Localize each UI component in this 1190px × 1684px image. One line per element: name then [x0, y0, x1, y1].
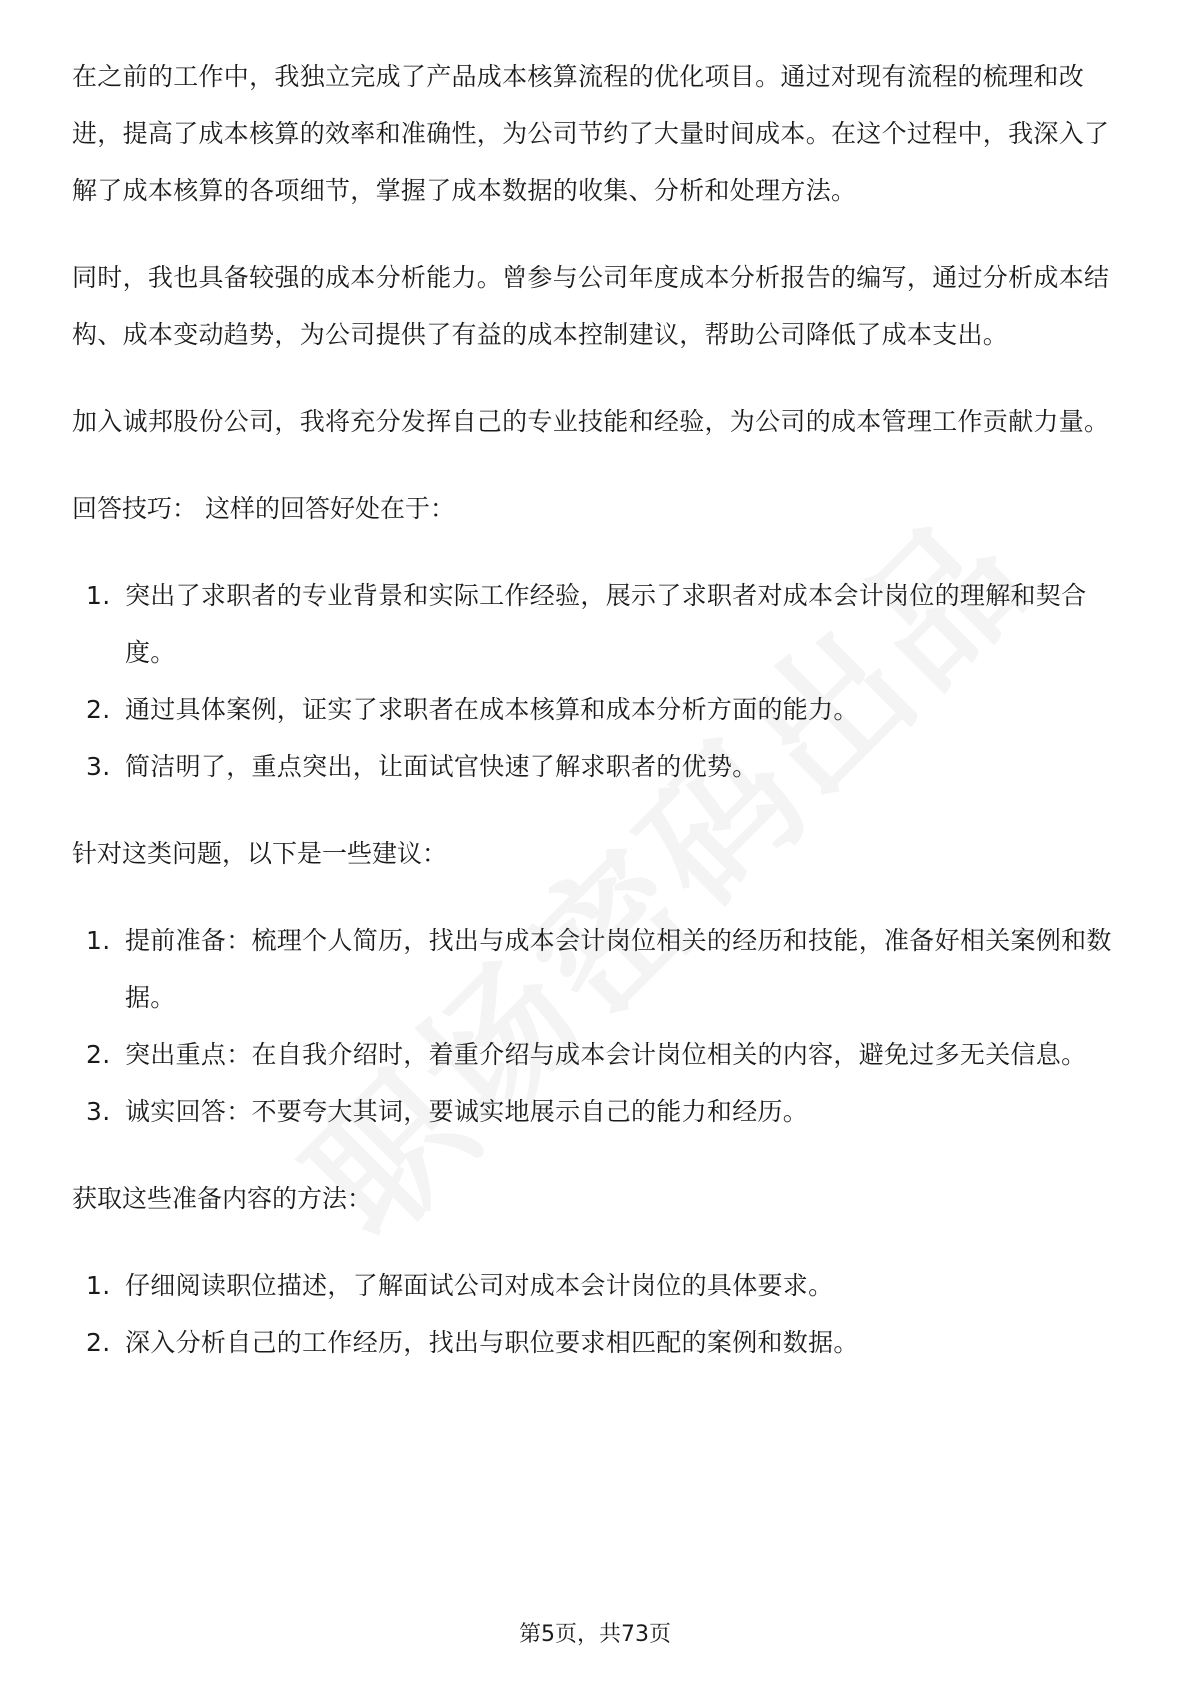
- list-number: 2.: [86, 695, 111, 724]
- list-item-text: 突出重点：在自我介绍时，着重介绍与成本会计岗位相关的内容，避免过多无关信息。: [125, 1040, 1087, 1069]
- list-number: 1.: [86, 926, 111, 955]
- list-item: [72, 567, 1122, 681]
- methods-heading: 获取这些准备内容的方法：: [72, 1184, 373, 1213]
- tips-heading: 回答技巧： 这样的回答好处在于：: [72, 494, 455, 523]
- list-item: [72, 1314, 1122, 1371]
- methods-list: [72, 1257, 1122, 1371]
- list-item-text: 深入分析自己的工作经历，找出与职位要求相匹配的案例和数据。: [125, 1328, 859, 1357]
- document-body: [72, 48, 1122, 1401]
- advice-list: [72, 912, 1122, 1140]
- list-item: [72, 912, 1122, 1026]
- list-item: [72, 738, 1122, 795]
- list-number: 1.: [86, 581, 111, 610]
- list-number: 3.: [86, 752, 111, 781]
- list-item-text: 简洁明了，重点突出，让面试官快速了解求职者的优势。: [125, 752, 758, 781]
- list-item: [72, 681, 1122, 738]
- advice-heading: 针对这类问题，以下是一些建议：: [72, 839, 448, 868]
- tips-list: [72, 567, 1122, 795]
- page-number: 第5页，共73页: [519, 1622, 671, 1647]
- list-item-text: 诚实回答：不要夸大其词，要诚实地展示自己的能力和经历。: [125, 1097, 809, 1126]
- paragraph-experience: 在之前的工作中，我独立完成了产品成本核算流程的优化项目。通过对现有流程的梳理和改进，提高了成本核算的效率和准确性，为公司节约了大量时间成本。在这个过程中，我深入了解了成本核算的各项细节，掌握了成本数据的收集、分析和处理方法。: [72, 62, 1110, 205]
- paragraph-analysis: 同时，我也具备较强的成本分析能力。曾参与公司年度成本分析报告的编写，通过分析成本结构、成本变动趋势，为公司提供了有益的成本控制建议，帮助公司降低了成本支出。: [72, 263, 1110, 349]
- list-item: [72, 1257, 1122, 1314]
- list-item: [72, 1083, 1122, 1140]
- list-number: 2.: [86, 1040, 111, 1069]
- list-number: 3.: [86, 1097, 111, 1126]
- list-number: 1.: [86, 1271, 111, 1300]
- list-item-text: 提前准备：梳理个人简历，找出与成本会计岗位相关的经历和技能，准备好相关案例和数据。: [125, 926, 1112, 1012]
- paragraph-join: 加入诚邦股份公司，我将充分发挥自己的专业技能和经验，为公司的成本管理工作贡献力量。: [72, 407, 1110, 436]
- list-item-text: 突出了求职者的专业背景和实际工作经验，展示了求职者对成本会计岗位的理解和契合度。: [125, 581, 1087, 667]
- list-item-text: 通过具体案例，证实了求职者在成本核算和成本分析方面的能力。: [125, 695, 859, 724]
- list-item-text: 仔细阅读职位描述，了解面试公司对成本会计岗位的具体要求。: [125, 1271, 834, 1300]
- list-number: 2.: [86, 1328, 111, 1357]
- list-item: [72, 1026, 1122, 1083]
